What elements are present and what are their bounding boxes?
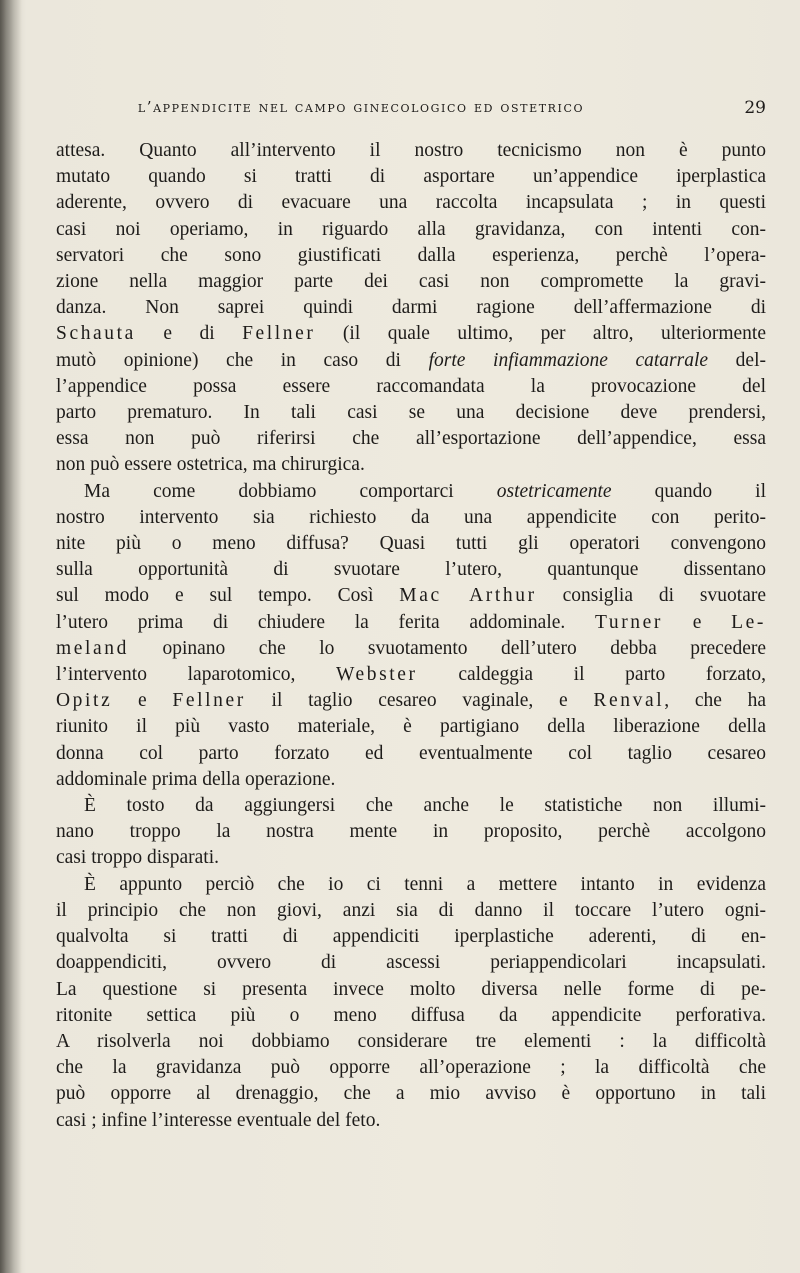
text-line <box>56 636 766 662</box>
text-fragment: caldeggia il parto forzato, <box>417 664 766 686</box>
text-line <box>56 688 766 714</box>
text-line: servatori che sono giustificati dalla esperienza, perchè l’opera- <box>56 244 766 266</box>
text-fragment: , che ha <box>664 690 766 712</box>
text-line: mutato quando si tratti di asportare un’appendice iperplastica <box>56 166 766 188</box>
text-line: nostro intervento sia richiesto da una appendicite con perito- <box>56 506 766 528</box>
text-line: può opporre al drenaggio, che a mio avviso è opportuno in tali <box>56 1083 766 1105</box>
text-line: È appunto perciò che io ci tenni a mettere intanto in evidenza <box>84 873 766 895</box>
text-fragment: e <box>662 611 732 633</box>
text-line <box>56 321 766 347</box>
text-line: doappendiciti, ovvero di ascessi periappendicolari incapsulati. <box>56 952 766 974</box>
text-line: danza. Non saprei quindi darmi ragione dell’affermazione di <box>56 297 766 319</box>
text-line <box>56 583 766 609</box>
running-title: l’appendicite nel campo ginecologico ed ostetrico <box>137 98 585 116</box>
italic-phrase: ostetricamente <box>496 480 612 502</box>
author-name: Fellner <box>172 690 246 712</box>
text-line: il principio che non giovi, anzi sia di danno il toccare l’utero ogni- <box>56 899 766 921</box>
text-fragment: mutò opinione) che in caso di <box>56 349 429 371</box>
text-line: ritonite settica più o meno diffusa da appendicite perforativa. <box>56 1004 766 1026</box>
binding-shadow <box>0 0 22 1273</box>
paragraph-3 <box>56 793 766 872</box>
text-fragment: del- <box>708 349 766 371</box>
text-line <box>56 610 766 636</box>
text-line: parto prematuro. In tali casi se una decisione deve prendersi, <box>56 402 766 424</box>
italic-phrase: forte infiammazione catarrale <box>428 349 709 371</box>
paragraph-2 <box>56 479 766 793</box>
text-fragment: quando il <box>611 480 766 502</box>
text-line: donna col parto forzato ed eventualmente col taglio cesareo <box>56 742 766 764</box>
text-line <box>56 348 766 374</box>
text-line: casi ; infine l’interesse eventuale del feto. <box>56 1109 381 1131</box>
text-line: aderente, ovvero di evacuare una raccolta incapsulata ; in questi <box>56 192 766 214</box>
author-name: meland <box>56 637 129 659</box>
text-line: zione nella maggior parte dei casi non compromette la gravi- <box>56 271 766 293</box>
running-header <box>56 98 766 122</box>
text-line <box>56 479 766 505</box>
author-name: Turner <box>595 611 663 633</box>
text-fragment: consiglia di svuotare <box>536 585 766 607</box>
page-number: 29 <box>744 98 766 118</box>
text-fragment: (il quale ultimo, per altro, ulteriormente <box>315 323 766 345</box>
author-name: Le- <box>731 611 767 633</box>
text-line: sulla opportunità di svuotare l’utero, quantunque dissentano <box>56 559 766 581</box>
text-line: essa non può riferirsi che all’esportazione dell’appendice, essa <box>56 428 766 450</box>
text-fragment: l’intervento laparotomico, <box>56 664 337 686</box>
text-fragment: opinano che lo svuotamento dell’utero debba precedere <box>129 637 766 659</box>
text-line: La questione si presenta invece molto diversa nelle forme di pe- <box>56 978 766 1000</box>
text-line: casi troppo disparati. <box>56 847 219 869</box>
text-fragment: Ma come dobbiamo comportarci <box>84 480 497 502</box>
text-line: nite più o meno diffusa? Quasi tutti gli operatori convengono <box>56 533 766 555</box>
text-line: A risolverla noi dobbiamo considerare tre elementi : la difficoltà <box>56 1030 766 1052</box>
text-fragment: sul modo e sul tempo. Così <box>56 585 400 607</box>
text-fragment: e di <box>135 323 243 345</box>
text-line: attesa. Quanto all’intervento il nostro tecnicismo non è punto <box>56 140 766 161</box>
author-name: Schauta <box>56 323 136 345</box>
text-fragment: il taglio cesareo vaginale, e <box>245 690 594 712</box>
paragraph-1 <box>56 138 766 479</box>
text-fragment: l’utero prima di chiudere la ferita addominale. <box>56 611 596 633</box>
text-line <box>56 662 766 688</box>
text-line: addominale prima della operazione. <box>56 768 336 790</box>
author-name: Opitz <box>56 690 113 712</box>
text-line: riunito il più vasto materiale, è partigiano della liberazione della <box>56 716 766 738</box>
text-line: non può essere ostetrica, ma chirurgica. <box>56 454 365 476</box>
author-name: Mac Arthur <box>399 585 537 607</box>
paragraph-4 <box>56 872 766 1134</box>
text-line: casi noi operiamo, in riguardo alla gravidanza, con intenti con- <box>56 218 766 240</box>
author-name: Fellner <box>242 323 316 345</box>
text-line: che la gravidanza può opporre all’operazione ; la difficoltà che <box>56 1057 766 1079</box>
author-name: Webster <box>336 664 418 686</box>
text-line: l’appendice possa essere raccomandata la provocazione del <box>56 375 766 397</box>
text-line: È tosto da aggiungersi che anche le statistiche non illumi- <box>84 795 766 817</box>
body-text <box>56 138 766 1134</box>
text-line: nano troppo la nostra mente in proposito, perchè accolgono <box>56 821 766 843</box>
text-line: qualvolta si tratti di appendiciti iperplastiche aderenti, di en- <box>56 926 766 948</box>
author-name: Renval <box>593 690 665 712</box>
text-fragment: e <box>112 690 173 712</box>
